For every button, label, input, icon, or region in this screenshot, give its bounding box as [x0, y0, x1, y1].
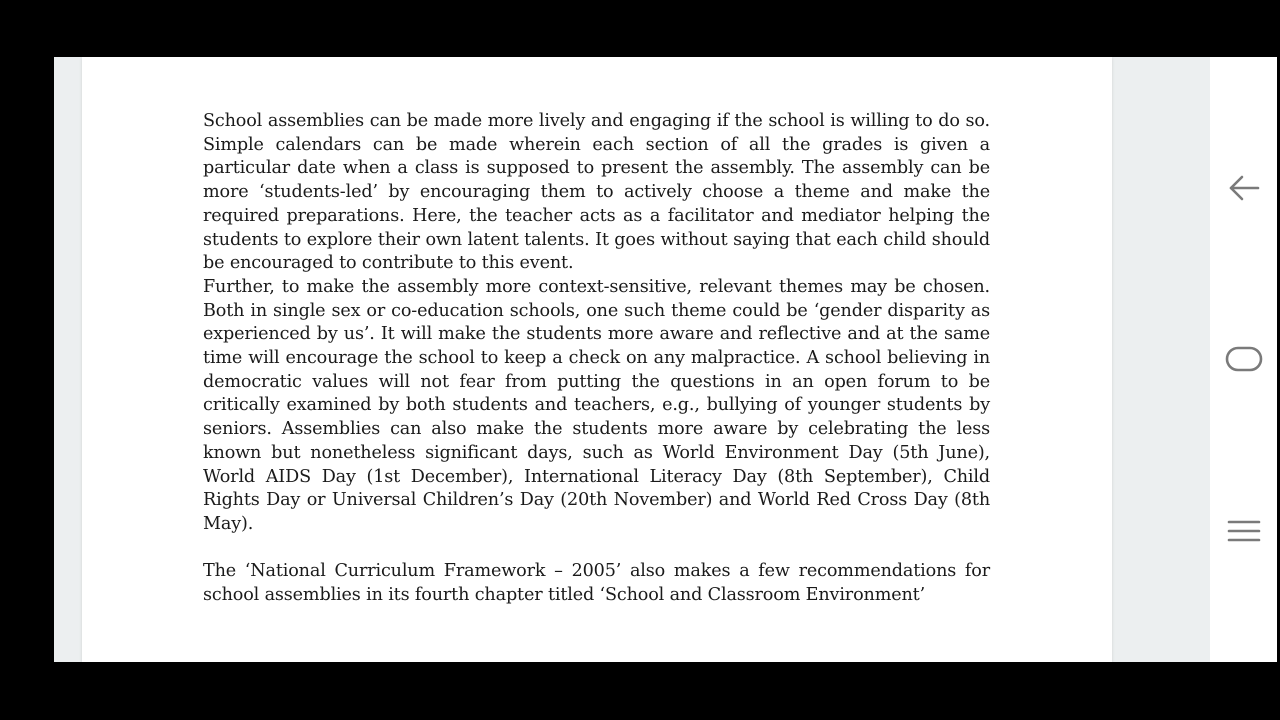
paragraph-assemblies-engaging: School assemblies can be made more lively and engaging if the school is willing to do so. Simple calendars can be made wherein each section of all the grades is given a particular date when a class is supposed to present the assembly. The assembly can be more ‘students-led’ by encouraging them to actively choose a theme and make the required preparations. Here, the teacher acts as a facilitator and mediator helping the students to explore their own latent talents. It goes without saying that each child should be encouraged to contribute to this event. — [203, 111, 990, 274]
document-viewer[interactable] — [54, 57, 1210, 662]
navigation-bar — [1210, 57, 1277, 662]
document-page — [82, 57, 1112, 662]
menu-lines-icon — [1227, 519, 1261, 543]
home-button[interactable] — [1210, 329, 1277, 389]
back-button[interactable] — [1210, 158, 1277, 218]
recents-button[interactable] — [1210, 501, 1277, 561]
paragraph-context-sensitive: Further, to make the assembly more context-sensitive, relevant themes may be chosen. Both in single sex or co-education schools, one such theme could be ‘gender disparity as experienced by us’. It will make the students more aware and reflective and at the same time will encourage the school to keep a check on any malpractice. A school believing in democratic values will not fear from putting the questions in an open forum to be critically examined by both students and teachers, e.g., bullying of younger students by seniors. Assemblies can also make the students more aware by celebrating the less known but nonetheless significant days, such as World Environment Day (5th June), World AIDS Day (1st December), International Literacy Day (8th September), Child Rights Day or Universal Children’s Day (20th November) and World Red Cross Day (8th May). — [203, 276, 990, 534]
home-pill-icon — [1225, 346, 1263, 372]
page-text — [203, 110, 990, 608]
paragraph-ncf-2005: The ‘National Curriculum Framework – 2005’ also makes a few recommendations for school assemblies in its fourth chapter titled ‘School and Classroom Environment’ — [203, 561, 990, 606]
back-arrow-icon — [1228, 174, 1260, 202]
